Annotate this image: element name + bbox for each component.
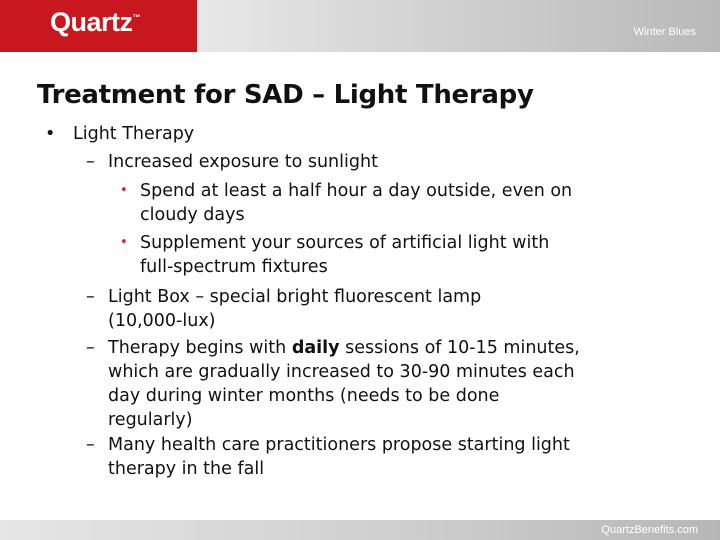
text-segment: sessions of 10-15 minutes, xyxy=(339,338,580,358)
bullet-line: which are gradually increased to 30-90 minutes each xyxy=(108,362,575,382)
dash-marker: – xyxy=(86,338,95,358)
bullet-text: Light Therapy xyxy=(73,124,195,144)
bullet-line: cloudy days xyxy=(140,205,245,225)
bullet-marker: • xyxy=(45,124,56,144)
bullet-line: Light Box – special bright fluorescent lamp xyxy=(108,287,482,307)
sub-bullet-sunlight xyxy=(86,150,628,174)
bullet-line: therapy in the fall xyxy=(108,459,265,479)
trademark-symbol: ™ xyxy=(132,13,141,22)
quartz-logo xyxy=(50,7,140,38)
bold-emphasis: daily xyxy=(291,338,340,358)
sub-bullet-start-in-fall xyxy=(86,433,628,481)
header-band xyxy=(197,0,720,52)
header-section-title: Winter Blues xyxy=(633,26,696,38)
sub-sub-bullet-full-spectrum xyxy=(120,231,620,279)
bullet-line: full-spectrum fixtures xyxy=(140,257,328,277)
bullet-line: Supplement your sources of artificial light with xyxy=(140,233,550,253)
slide-header xyxy=(0,0,720,52)
bullet-line xyxy=(108,336,628,360)
slide-title: Treatment for SAD – Light Therapy xyxy=(37,80,534,110)
sub-bullet-light-box xyxy=(86,285,628,333)
red-bullet-marker: • xyxy=(120,183,128,198)
logo-block xyxy=(0,0,197,52)
bullet-line: day during winter months (needs to be done xyxy=(108,386,500,406)
text-segment: Therapy begins with xyxy=(108,338,292,358)
logo-wordmark: Quartz xyxy=(50,7,133,37)
slide-footer xyxy=(0,520,720,540)
bullet-line: Spend at least a half hour a day outside, even on xyxy=(140,181,573,201)
dash-marker: – xyxy=(86,435,95,455)
bullet-line: regularly) xyxy=(108,410,193,430)
red-bullet-marker: • xyxy=(120,235,128,250)
sub-bullet-text: Increased exposure to sunlight xyxy=(108,152,378,172)
footer-website: QuartzBenefits.com xyxy=(601,524,698,536)
dash-marker: – xyxy=(86,152,95,172)
sub-sub-bullet-outside xyxy=(120,179,620,227)
dash-marker: – xyxy=(86,287,95,307)
bullet-item-light-therapy xyxy=(45,122,195,146)
bullet-line: (10,000-lux) xyxy=(108,311,216,331)
bullet-line: Many health care practitioners propose starting light xyxy=(108,435,570,455)
sub-bullet-daily-sessions xyxy=(86,336,628,432)
